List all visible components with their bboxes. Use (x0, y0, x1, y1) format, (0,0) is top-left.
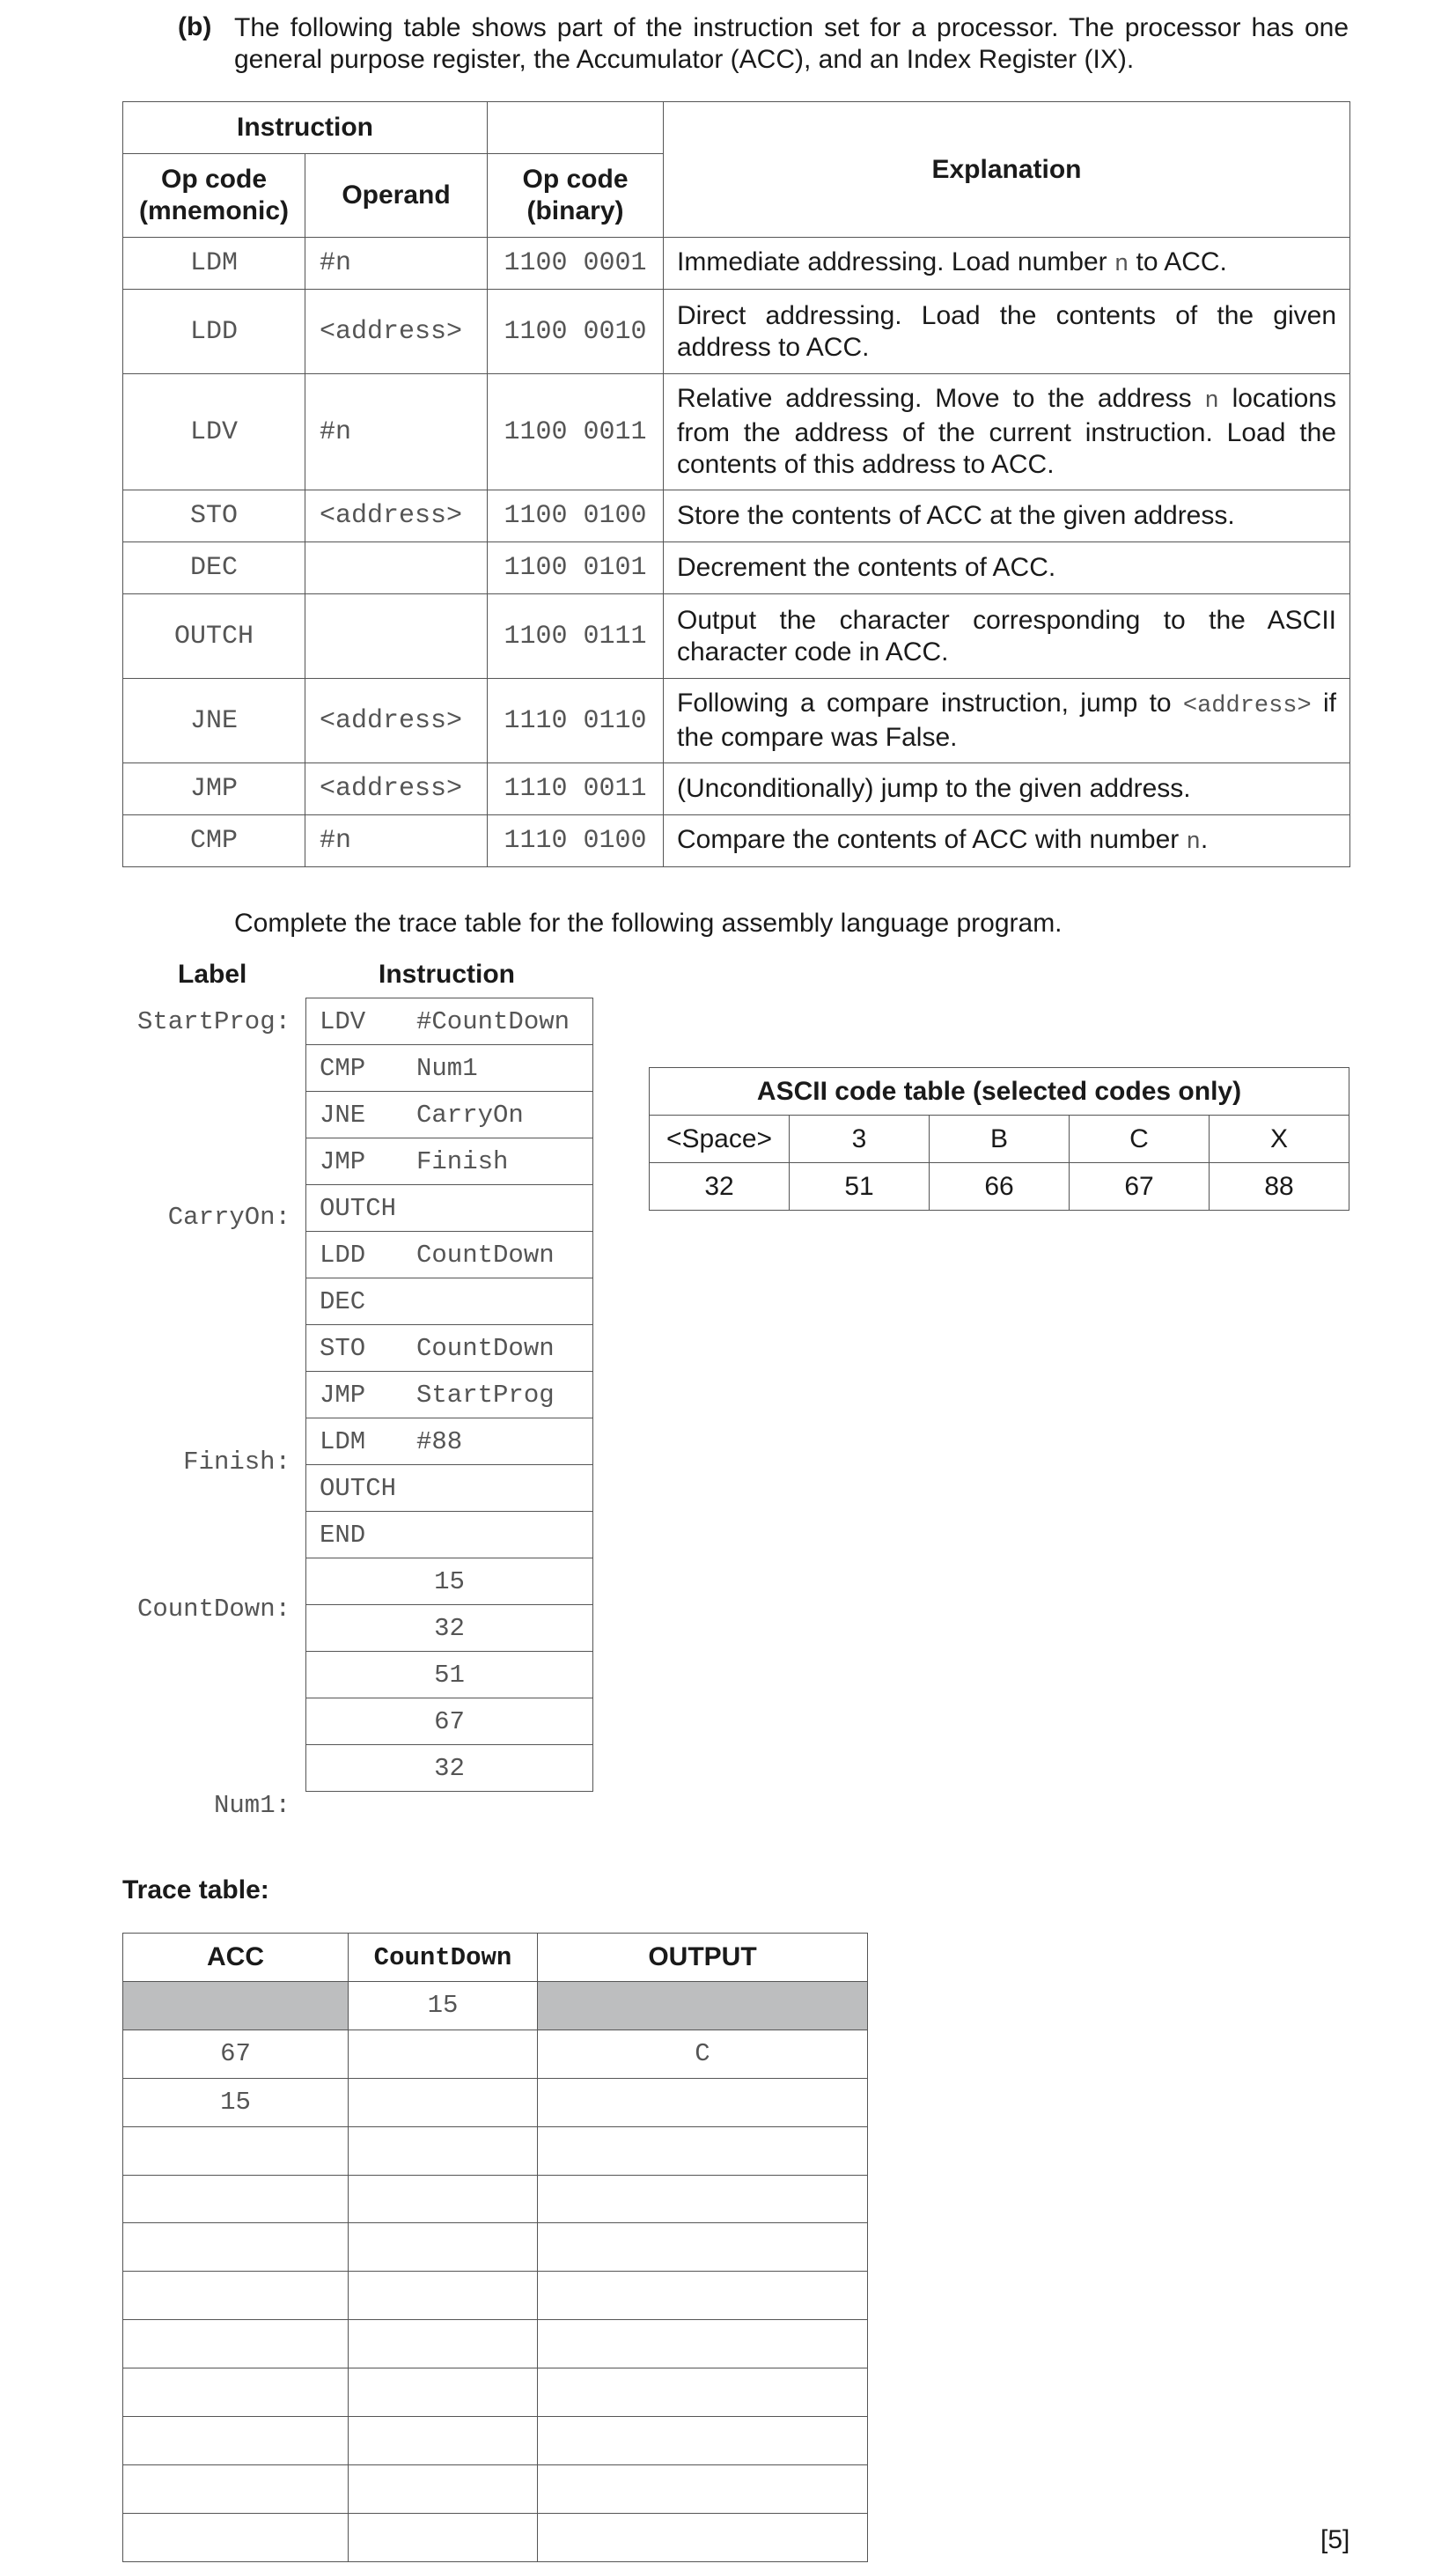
trace-acc-cell[interactable]: 67 (123, 2030, 349, 2078)
trace-countdown-cell[interactable] (349, 2320, 538, 2368)
program-line (306, 1138, 593, 1185)
instruction-opcode: JMP (320, 1380, 366, 1410)
instruction-opcode: LDD (320, 1240, 366, 1270)
program-listing (305, 998, 593, 1792)
instruction-cell (306, 1092, 593, 1138)
trace-instruction-text: Complete the trace table for the following assembly language program. (234, 909, 1063, 938)
instruction-row (123, 815, 1350, 867)
operand: <address> (305, 763, 488, 815)
instruction-row (123, 290, 1350, 374)
program-label: StartProg: (136, 1007, 290, 1036)
instruction-opcode: OUTCH (320, 1473, 397, 1503)
question-intro (234, 12, 1349, 76)
operand-header: Operand (305, 154, 488, 238)
trace-output-cell[interactable] (538, 2223, 868, 2272)
opcode-mnemonic-header: Op code (mnemonic) (123, 154, 305, 238)
trace-output-cell[interactable] (538, 2320, 868, 2368)
explanation-text: Compare the contents of ACC with number (677, 824, 1187, 854)
explanation-text: Relative addressing. Move to the address (677, 384, 1205, 413)
ascii-codes-row (650, 1163, 1349, 1211)
program-rows (306, 998, 593, 1792)
trace-countdown-cell[interactable] (349, 2368, 538, 2417)
trace-countdown-cell[interactable] (349, 2513, 538, 2561)
program-line (306, 1092, 593, 1138)
explanation-header: Explanation (664, 102, 1350, 238)
trace-row (123, 2175, 868, 2223)
instruction-cell (306, 1418, 593, 1465)
program-line (306, 1278, 593, 1325)
explanation-text: if the compare was False. (677, 689, 1336, 752)
opcode-mnemonic: LDV (123, 374, 305, 490)
explanation-text: Store the contents of ACC at the given address. (677, 501, 1235, 530)
program-label: Finish: (183, 1448, 290, 1477)
trace-acc-cell[interactable] (123, 2175, 349, 2223)
question-intro-line: general purpose register, the Accumulator (ACC), and an Index Register (IX). (234, 45, 1135, 74)
program-line (306, 1372, 593, 1418)
program-label (88, 1487, 290, 1536)
opcode-mnemonic: JMP (123, 763, 305, 815)
explanation-text: to ACC. (1129, 247, 1227, 276)
trace-output-cell[interactable] (538, 2078, 868, 2126)
explanation-text: locations from the address of the current instruction. Load the contents of this address to ACC. (677, 384, 1336, 479)
instruction-row (123, 542, 1350, 594)
opcode-binary: 1100 0100 (488, 490, 664, 542)
question-intro-line: The following table shows part of the instruction set for a processor. The processor has one (234, 13, 1349, 42)
program-label (88, 1536, 290, 1586)
instruction-opcode: LDV (320, 1006, 366, 1036)
marks-label: [5] (1320, 2525, 1350, 2554)
opcode-binary: 1100 0010 (488, 290, 664, 374)
program-line (306, 1418, 593, 1465)
trace-table-title: Trace table: (122, 1875, 269, 1904)
instruction-operand: Num1 (416, 1053, 478, 1083)
trace-countdown-cell[interactable] (349, 2126, 538, 2175)
instruction-row (123, 594, 1350, 679)
trace-output-cell[interactable] (538, 2464, 868, 2513)
instruction-cell (306, 1045, 593, 1092)
trace-row (123, 2078, 868, 2126)
trace-row (123, 2320, 868, 2368)
ascii-char: C (1070, 1116, 1210, 1163)
instruction-opcode: JNE (320, 1100, 366, 1130)
trace-row (123, 2126, 868, 2175)
data-value: 67 (306, 1698, 593, 1745)
program-line (306, 1465, 593, 1512)
trace-acc-cell[interactable] (123, 2464, 349, 2513)
program-label: Num1: (213, 1790, 290, 1820)
explanation-text: Output the character corresponding to the ASCII character code in ACC. (677, 605, 1336, 667)
opcode-binary: 1100 0011 (488, 374, 664, 490)
instruction-cell (306, 1465, 593, 1512)
trace-row (123, 1982, 868, 2030)
data-value: 15 (306, 1558, 593, 1605)
program-line (306, 1325, 593, 1372)
trace-acc-cell[interactable] (123, 2126, 349, 2175)
program-label (88, 1145, 290, 1194)
operand: #n (305, 374, 488, 490)
opcode-binary: 1100 0001 (488, 238, 664, 290)
opcode-binary: 1110 0011 (488, 763, 664, 815)
instruction-column-header: Instruction (379, 960, 515, 989)
explanation-text: Following a compare instruction, jump to (677, 689, 1183, 718)
operand (305, 594, 488, 679)
trace-output-cell[interactable] (538, 2417, 868, 2465)
opcode-mnemonic: JNE (123, 679, 305, 763)
trace-row (123, 2223, 868, 2272)
program-line (306, 1232, 593, 1278)
program-label (88, 1634, 290, 1683)
acc-header: ACC (123, 1934, 349, 1982)
operand: <address> (305, 290, 488, 374)
trace-output-cell[interactable] (538, 2513, 868, 2561)
data-value: 32 (306, 1745, 593, 1792)
instruction-operand: CountDown (416, 1240, 555, 1270)
explanation (664, 542, 1350, 594)
program-line (306, 1698, 593, 1745)
program-label (88, 1732, 290, 1781)
trace-row (123, 2513, 868, 2561)
instruction-rows (123, 238, 1350, 867)
instruction-cell (306, 1185, 593, 1232)
instruction-opcode: CMP (320, 1053, 366, 1083)
instruction-opcode: END (320, 1520, 366, 1550)
explanation-text: . (1200, 824, 1209, 854)
ascii-table-title: ASCII code table (selected codes only) (650, 1068, 1349, 1116)
explanation-code: n (1186, 829, 1201, 856)
explanation (664, 815, 1350, 867)
opcode-binary-header: Op code (binary) (488, 154, 664, 238)
trace-countdown-cell[interactable] (349, 2030, 538, 2078)
explanation-code: <address> (1182, 693, 1312, 719)
trace-countdown-cell[interactable] (349, 2464, 538, 2513)
instruction-row (123, 679, 1350, 763)
instruction-cell (306, 1372, 593, 1418)
ascii-code: 32 (650, 1163, 790, 1211)
operand: #n (305, 815, 488, 867)
instruction-row (123, 490, 1350, 542)
opcode-mnemonic: LDM (123, 238, 305, 290)
trace-countdown-cell[interactable] (349, 2223, 538, 2272)
program-label: CountDown: (136, 1595, 290, 1624)
program-line (306, 1512, 593, 1558)
operand: #n (305, 238, 488, 290)
data-value: 51 (306, 1652, 593, 1698)
opcode-mnemonic: CMP (123, 815, 305, 867)
instruction-cell (306, 1512, 593, 1558)
explanation (664, 290, 1350, 374)
data-value: 32 (306, 1605, 593, 1652)
trace-acc-cell[interactable] (123, 2368, 349, 2417)
trace-acc-cell[interactable] (123, 2417, 349, 2465)
ascii-char: B (930, 1116, 1070, 1163)
explanation-text: Immediate addressing. Load number (677, 247, 1114, 276)
operand (305, 542, 488, 594)
program-label (88, 1683, 290, 1732)
program-label (88, 1292, 290, 1341)
instruction-operand: StartProg (416, 1380, 555, 1410)
ascii-char: <Space> (650, 1116, 790, 1163)
instruction-cell (306, 1232, 593, 1278)
trace-output-cell[interactable] (538, 2126, 868, 2175)
opcode-binary: 1110 0110 (488, 679, 664, 763)
output-header: OUTPUT (538, 1934, 868, 1982)
opcode-binary: 1110 0100 (488, 815, 664, 867)
instruction-opcode: STO (320, 1333, 366, 1363)
operand: <address> (305, 679, 488, 763)
explanation-text: (Unconditionally) jump to the given address. (677, 774, 1191, 803)
ascii-chars-row (650, 1116, 1349, 1163)
instruction-opcode: OUTCH (320, 1193, 397, 1223)
ascii-code: 66 (930, 1163, 1070, 1211)
program-line (306, 1605, 593, 1652)
explanation (664, 238, 1350, 290)
trace-table (122, 1933, 868, 2562)
program-label (88, 1242, 290, 1292)
trace-acc-cell[interactable] (123, 2223, 349, 2272)
trace-countdown-cell[interactable] (349, 2078, 538, 2126)
explanation (664, 594, 1350, 679)
trace-row (123, 2464, 868, 2513)
trace-output-cell[interactable] (538, 2175, 868, 2223)
program-label (88, 1389, 290, 1439)
instruction-row (123, 374, 1350, 490)
explanation-code: n (1114, 251, 1129, 278)
instruction-operand: #88 (416, 1426, 463, 1456)
opcode-mnemonic: LDD (123, 290, 305, 374)
explanation (664, 374, 1350, 490)
instruction-cell (306, 1325, 593, 1372)
operand: <address> (305, 490, 488, 542)
instruction-header: Instruction (123, 102, 488, 154)
instruction-operand: CarryOn (416, 1100, 524, 1130)
trace-acc-cell[interactable] (123, 2513, 349, 2561)
ascii-code-table (649, 1067, 1349, 1211)
trace-output-cell[interactable]: C (538, 2030, 868, 2078)
trace-output-cell[interactable] (538, 2368, 868, 2417)
instruction-row (123, 763, 1350, 815)
explanation (664, 763, 1350, 815)
instruction-operand: CountDown (416, 1333, 555, 1363)
trace-output-cell (538, 1982, 868, 2030)
opcode-mnemonic: DEC (123, 542, 305, 594)
opcode-mnemonic: OUTCH (123, 594, 305, 679)
instruction-cell (306, 1278, 593, 1325)
trace-row (123, 2030, 868, 2078)
trace-countdown-cell[interactable]: 15 (349, 1982, 538, 2030)
instruction-operand: Finish (416, 1146, 509, 1176)
opcode-binary: 1100 0111 (488, 594, 664, 679)
explanation-code: n (1204, 388, 1219, 415)
instruction-cell (306, 998, 593, 1045)
program-line (306, 1045, 593, 1092)
trace-row (123, 2272, 868, 2320)
program-line (306, 1745, 593, 1792)
trace-countdown-cell[interactable] (349, 2417, 538, 2465)
ascii-char: 3 (790, 1116, 930, 1163)
explanation (664, 490, 1350, 542)
instruction-opcode: DEC (320, 1286, 366, 1316)
program-line (306, 1185, 593, 1232)
explanation-text: Direct addressing. Load the contents of the given address to ACC. (677, 300, 1336, 362)
program-label (88, 1095, 290, 1145)
opcode-mnemonic: STO (123, 490, 305, 542)
explanation-text: Decrement the contents of ACC. (677, 553, 1056, 582)
opcode-binary: 1100 0101 (488, 542, 664, 594)
ascii-code: 67 (1070, 1163, 1210, 1211)
trace-acc-cell[interactable] (123, 2272, 349, 2320)
label-column-header: Label (178, 960, 247, 989)
blank-header-cell (488, 102, 664, 154)
ascii-char: X (1210, 1116, 1349, 1163)
instruction-cell (306, 1138, 593, 1185)
trace-row (123, 2368, 868, 2417)
trace-acc-cell[interactable] (123, 2320, 349, 2368)
question-label: (b) (178, 12, 212, 41)
explanation (664, 679, 1350, 763)
countdown-header: CountDown (349, 1934, 538, 1982)
trace-acc-cell[interactable]: 15 (123, 2078, 349, 2126)
program-label: CarryOn: (167, 1203, 290, 1233)
instruction-set-table (122, 101, 1350, 867)
instruction-opcode: LDM (320, 1426, 366, 1456)
program-line (306, 1652, 593, 1698)
trace-rows (123, 1982, 868, 2562)
ascii-code: 88 (1210, 1163, 1349, 1211)
program-labels (88, 998, 290, 1830)
trace-acc-cell (123, 1982, 349, 2030)
program-label (88, 1340, 290, 1389)
program-line (306, 1558, 593, 1605)
program-line (306, 998, 593, 1045)
instruction-opcode: JMP (320, 1146, 366, 1176)
trace-countdown-cell[interactable] (349, 2272, 538, 2320)
program-label (88, 1047, 290, 1096)
ascii-code: 51 (790, 1163, 930, 1211)
instruction-operand: #CountDown (416, 1006, 570, 1036)
trace-countdown-cell[interactable] (349, 2175, 538, 2223)
trace-row (123, 2417, 868, 2465)
instruction-row (123, 238, 1350, 290)
trace-output-cell[interactable] (538, 2272, 868, 2320)
